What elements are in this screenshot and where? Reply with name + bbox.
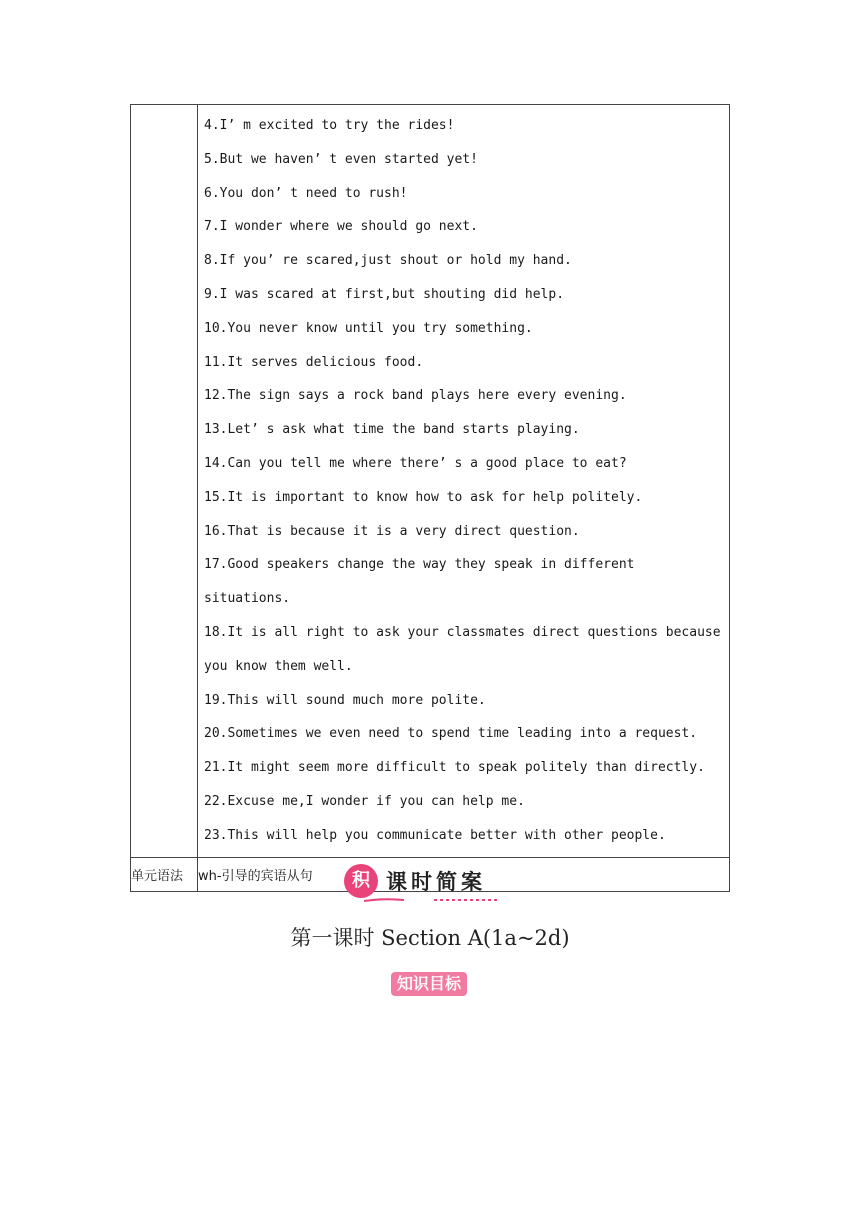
banner-underline-icon [364, 898, 500, 902]
sentence-item: 9.I was scared at first,but shouting did help. [204, 286, 565, 302]
sentence-item: 7.I wonder where we should go next. [204, 219, 478, 235]
sentence-item: 6.You don’ t need to rush! [204, 185, 408, 201]
grammar-label: 单元语法 [131, 857, 198, 891]
sentence-item: 11.It serves delicious food. [204, 354, 424, 370]
sentence-item: 14.Can you tell me where there’ s a good place to eat? [204, 455, 627, 471]
unit-table [130, 104, 730, 892]
sentences-cell [198, 105, 730, 858]
section-title: 第一课时 Section A(1a~2d) [290, 926, 570, 950]
sentence-item: 12.The sign says a rock band plays here every evening. [204, 388, 627, 404]
sentence-item: 18.It is all right to ask your classmates direct questions because you know them well. [204, 624, 721, 674]
knowledge-objective-badge: 知识目标 [391, 972, 467, 996]
lesson-plan-banner [344, 862, 504, 906]
grammar-value: wh-引导的宾语从句 [198, 857, 730, 891]
sentence-item: 15.It is important to know how to ask for help politely. [204, 489, 643, 505]
lesson-badge-icon: 积 [344, 864, 378, 898]
sentence-item: 13.Let’ s ask what time the band starts playing. [204, 422, 580, 438]
sentence-item: 4.I’ m excited to try the rides! [204, 118, 455, 133]
sentence-item: 8.If you’ re scared,just shout or hold my hand. [204, 253, 572, 269]
banner-title: 课时简案 [386, 870, 486, 894]
sentence-item: 10.You never know until you try something. [204, 320, 533, 336]
sentence-item: 19.This will sound much more polite. [204, 692, 486, 708]
sentence-item: 22.Excuse me,I wonder if you can help me. [204, 793, 525, 809]
sentence-list [198, 105, 729, 857]
sentence-item: 23.This will help you communicate better with other people. [204, 827, 666, 843]
sentence-item: 20.Sometimes we even need to spend time leading into a request. [204, 726, 698, 742]
sentences-row [131, 105, 730, 858]
sentence-item: 21.It might seem more difficult to speak politely than directly. [204, 760, 705, 776]
sentence-item: 5.But we haven’ t even started yet! [204, 151, 478, 167]
sentence-item: 16.That is because it is a very direct question. [204, 523, 580, 539]
sentence-item: 17.Good speakers change the way they speak in different situations. [204, 557, 635, 607]
empty-label-cell [131, 105, 198, 858]
